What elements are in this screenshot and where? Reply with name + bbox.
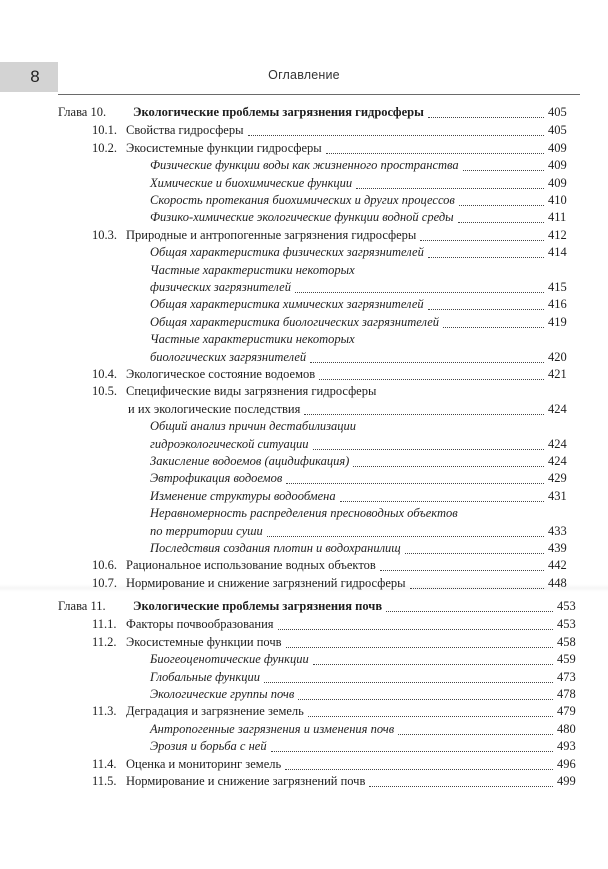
section-entry [92,756,576,772]
page-ref: 453 [557,599,576,613]
section-title-line2: и их экологические последствия [128,401,301,416]
page-ref: 419 [548,314,567,329]
dot-leader [313,449,544,450]
page-ref: 424 [548,454,567,468]
running-head: Оглавление [268,68,340,82]
dot-leader [386,611,553,612]
dot-leader [326,153,544,154]
section-number: 11.3. [92,704,117,719]
section-number: 10.4. [92,367,117,381]
dot-leader [428,309,544,310]
subsection-entry [150,175,567,191]
chapter-title: Экологические проблемы загрязнения почв [133,599,383,613]
section-entry-continued [128,401,567,417]
page-ref: 415 [548,280,567,294]
page-ref: 410 [548,193,567,207]
page-ref: 433 [548,523,567,538]
dot-leader [319,379,544,380]
section-entry [92,367,567,382]
page-ref: 409 [548,158,567,173]
subsection-title: Экологические группы почв [150,687,295,701]
subsection-title: Общая характеристика физических загрязнителей [150,245,424,260]
section-entry [92,704,576,719]
dot-leader [310,362,544,363]
subsection-entry [150,506,458,521]
subsection-title: Изменение структуры водообмена [150,488,336,503]
subsection-entry [150,349,567,365]
dot-leader [267,536,544,537]
subsection-entry [150,669,576,685]
page-ref: 499 [557,774,576,788]
subsection-entry [150,419,356,434]
dot-leader [428,257,544,258]
section-entry [92,774,576,789]
subsection-title: Общая характеристика биологических загрязнителей [150,314,440,329]
subsection-entry [150,158,567,173]
subsection-title: биологических загрязнителей [150,349,307,364]
section-title: Нормирование и снижение загрязнений гидросферы [126,575,406,590]
dot-leader [356,188,544,189]
subsection-entry [150,721,576,737]
page-ref: 420 [548,349,567,364]
dot-leader [278,629,553,630]
section-entry [92,617,576,632]
dot-leader [428,117,544,118]
dot-leader [264,682,553,683]
dot-leader [463,170,544,171]
subsection-entry [150,280,567,295]
page-ref: 431 [548,488,567,503]
subsection-title: Неравномерность распределения пресноводных объектов [150,506,458,521]
chapter-heading [58,599,576,614]
section-title: Факторы почвообразования [126,617,274,632]
section-title: Оценка и мониторинг земель [126,756,282,771]
subsection-entry [150,541,567,556]
section-title: Нормирование и снижение загрязнений почв [126,774,366,788]
dot-leader [353,466,544,467]
section-number: 10.3. [92,227,117,242]
section-number: 11.1. [92,617,117,632]
subsection-entry [150,245,567,260]
section-title: Свойства гидросферы [126,123,244,138]
section-title: Рациональное использование водных объектов [126,558,376,573]
page-ref: 421 [548,367,567,381]
page-ref: 479 [557,704,576,719]
subsection-title: Физические функции воды как жизненного пространства [150,158,459,173]
section-number: 10.1. [92,123,117,138]
subsection-title: по территории суши [150,523,263,538]
page-ref: 414 [548,245,567,260]
section-entry [92,227,567,243]
page-ref: 411 [548,210,567,225]
dot-leader [295,292,544,293]
page-ref: 458 [557,634,576,649]
section-title: Экосистемные функции гидросферы [126,140,322,155]
page-ref: 405 [548,105,567,119]
page-ref: 416 [548,297,567,312]
section-entry [92,558,567,573]
page-ref: 473 [557,669,576,684]
dot-leader [420,240,544,241]
subsection-entry [150,210,567,225]
subsection-title: Глобальные функции [150,669,260,684]
page-ref: 496 [557,756,576,771]
page-ref: 409 [548,140,567,155]
page-ref: 478 [557,687,576,701]
chapter-title: Экологические проблемы загрязнения гидросферы [133,105,424,119]
page-ref: 442 [548,558,567,573]
subsection-title: гидроэкологической ситуации [150,436,309,451]
subsection-title: Общая характеристика химических загрязнителей [150,297,424,312]
section-number: 10.6. [92,558,117,573]
chapter-label: Глава 10. [58,105,107,119]
dot-leader [459,205,544,206]
section-number: 10.5. [92,384,117,399]
subsection-entry [150,523,567,539]
section-entry [92,634,576,650]
subsection-title: Последствия создания плотин и водохранилищ [150,541,401,555]
subsection-title: физических загрязнителей [150,280,291,294]
subsection-title: Биогеоценотические функции [150,652,309,667]
subsection-title: Эрозия и борьба с ней [150,739,267,754]
section-entry [92,123,567,138]
subsection-title: Закисление водоемов (ацидификация) [150,454,350,468]
page-ref: 424 [548,436,567,451]
page-ref: 424 [548,401,567,416]
section-title: Экосистемные функции почв [126,634,282,649]
subsection-title: Антропогенные загрязнения и изменения почв [150,721,395,736]
section-number: 10.7. [92,575,117,590]
page-ref: 448 [548,575,567,590]
page-ref: 453 [557,617,576,632]
page-ref: 493 [557,739,576,754]
subsection-entry [150,297,567,312]
dot-leader [286,483,544,484]
page-ref: 480 [557,721,576,736]
subsection-entry [150,471,567,486]
subsection-entry [150,263,355,278]
subsection-entry [150,652,576,667]
subsection-entry [150,454,567,469]
page-ref: 429 [548,471,567,486]
dot-leader [443,327,544,328]
subsection-title: Химические и биохимические функции [150,175,353,190]
section-number: 11.4. [92,756,117,771]
chapter-heading [58,105,567,120]
subsection-entry [150,314,567,330]
subsection-entry [150,488,567,504]
dot-leader [298,699,553,700]
subsection-title: Частные характеристики некоторых [150,262,355,277]
section-title: Деградация и загрязнение земель [126,704,304,719]
dot-leader [285,769,553,770]
dot-leader [405,553,544,554]
dot-leader [304,414,544,415]
subsection-entry [150,739,576,754]
page-ref: 412 [548,227,567,242]
subsection-entry [150,193,567,208]
page-ref: 409 [548,175,567,190]
dot-leader [369,786,553,787]
dot-leader [410,588,544,589]
dot-leader [286,647,553,648]
dot-leader [248,135,545,136]
page-ref: 439 [548,541,567,555]
subsection-entry [150,332,355,347]
dot-leader [380,570,544,571]
section-entry [92,140,567,156]
page-number-tab: 8 [0,62,58,92]
section-number: 11.5. [92,774,117,788]
dot-leader [340,501,544,502]
dot-leader [271,751,553,752]
page-ref: 459 [557,652,576,667]
dot-leader [458,222,544,223]
subsection-title: Эвтрофикация водоемов [150,471,283,486]
subsection-entry [150,687,576,702]
page-ref: 405 [548,123,567,138]
section-entry [92,575,567,591]
subsection-entry [150,436,567,452]
section-number: 11.2. [92,634,117,649]
subsection-title: Общий анализ причин дестабилизации [150,419,357,434]
section-number: 10.2. [92,140,117,155]
dot-leader [398,734,553,735]
section-title: Специфические виды загрязнения гидросферы [126,384,377,399]
subsection-title: Скорость протекания биохимических и других процессов [150,193,455,207]
subsection-title: Частные характеристики некоторых [150,332,355,347]
dot-leader [313,664,553,665]
dot-leader [308,716,553,717]
chapter-label: Глава 11. [58,599,106,613]
section-entry [92,384,376,399]
section-title: Экологическое состояние водоемов [126,367,316,381]
section-title: Природные и антропогенные загрязнения гидросферы [126,227,417,242]
subsection-title: Физико-химические экологические функции водной среды [150,210,454,225]
